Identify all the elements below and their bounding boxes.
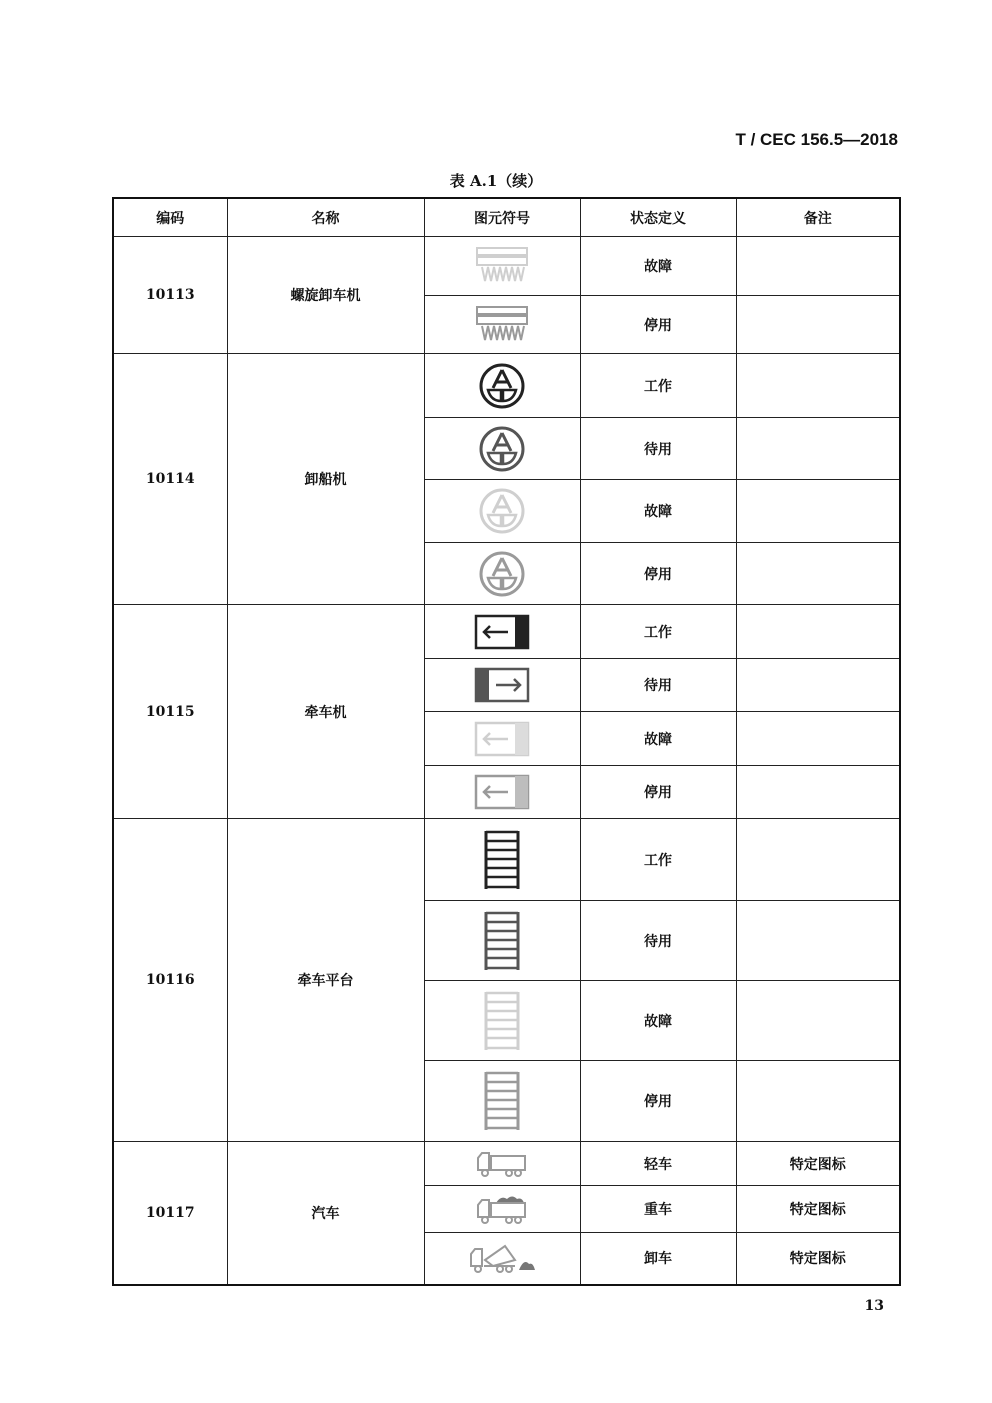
page-number: 13 xyxy=(864,1298,884,1314)
note-cell xyxy=(736,480,900,543)
symbol-cell xyxy=(424,418,580,480)
state-cell: 停用 xyxy=(580,543,736,605)
column-header-name: 名称 xyxy=(227,198,424,237)
car-puller-icon xyxy=(474,667,530,703)
symbol-cell xyxy=(424,1233,580,1285)
symbol-cell xyxy=(424,354,580,418)
column-header-note: 备注 xyxy=(736,198,900,237)
symbol-cell xyxy=(424,766,580,819)
table-caption: 表 A.1（续） xyxy=(449,172,543,190)
column-header-state: 状态定义 xyxy=(580,198,736,237)
name-cell: 牵车机 xyxy=(227,605,424,819)
name-cell: 螺旋卸车机 xyxy=(227,237,424,354)
table-header-row xyxy=(113,198,900,237)
symbol-cell xyxy=(424,605,580,659)
table-row xyxy=(113,819,900,901)
symbol-cell xyxy=(424,543,580,605)
ladder-platform-icon xyxy=(482,829,522,891)
state-cell: 工作 xyxy=(580,819,736,901)
note-cell xyxy=(736,981,900,1061)
name-cell: 汽车 xyxy=(227,1142,424,1285)
state-cell: 故障 xyxy=(580,712,736,766)
table-row xyxy=(113,237,900,296)
symbol-cell xyxy=(424,296,580,354)
symbol-cell xyxy=(424,712,580,766)
note-cell xyxy=(736,659,900,712)
symbol-cell xyxy=(424,237,580,296)
symbol-cell xyxy=(424,1142,580,1186)
state-cell: 停用 xyxy=(580,1061,736,1142)
column-header-symbol: 图元符号 xyxy=(424,198,580,237)
note-cell xyxy=(736,712,900,766)
state-cell: 故障 xyxy=(580,237,736,296)
name-cell: 牵车平台 xyxy=(227,819,424,1142)
symbol-cell xyxy=(424,659,580,712)
state-cell: 故障 xyxy=(580,981,736,1061)
document-code: T / CEC 156.5—2018 xyxy=(735,130,898,149)
note-cell xyxy=(736,296,900,354)
note-cell: 特定图标 xyxy=(736,1233,900,1285)
code-cell: 10115 xyxy=(113,605,227,819)
symbol-cell xyxy=(424,1186,580,1233)
code-cell: 10113 xyxy=(113,237,227,354)
truck-dump-icon xyxy=(467,1242,537,1274)
column-header-code: 编码 xyxy=(113,198,227,237)
note-cell xyxy=(736,819,900,901)
ladder-platform-icon xyxy=(482,910,522,972)
truck-light-icon xyxy=(474,1150,530,1178)
ship-unloader-icon xyxy=(477,361,527,411)
note-cell xyxy=(736,1061,900,1142)
state-cell: 工作 xyxy=(580,354,736,418)
state-cell: 轻车 xyxy=(580,1142,736,1186)
car-puller-icon xyxy=(474,721,530,757)
screw-unloader-icon xyxy=(474,304,530,346)
note-cell xyxy=(736,237,900,296)
truck-heavy-icon xyxy=(474,1193,530,1225)
note-cell xyxy=(736,418,900,480)
state-cell: 卸车 xyxy=(580,1233,736,1285)
table-row xyxy=(113,605,900,659)
note-cell xyxy=(736,605,900,659)
note-cell xyxy=(736,901,900,981)
ship-unloader-icon xyxy=(477,486,527,536)
state-cell: 故障 xyxy=(580,480,736,543)
ship-unloader-icon xyxy=(477,424,527,474)
state-cell: 待用 xyxy=(580,659,736,712)
state-cell: 停用 xyxy=(580,296,736,354)
note-cell xyxy=(736,354,900,418)
symbol-cell xyxy=(424,981,580,1061)
symbol-cell xyxy=(424,1061,580,1142)
note-cell xyxy=(736,543,900,605)
table-row xyxy=(113,1142,900,1186)
screw-unloader-icon xyxy=(474,245,530,287)
code-cell: 10117 xyxy=(113,1142,227,1285)
ladder-platform-icon xyxy=(482,1070,522,1132)
state-cell: 待用 xyxy=(580,901,736,981)
car-puller-icon xyxy=(474,614,530,650)
car-puller-icon xyxy=(474,774,530,810)
code-cell: 10114 xyxy=(113,354,227,605)
ship-unloader-icon xyxy=(477,549,527,599)
symbol-cell xyxy=(424,901,580,981)
note-cell: 特定图标 xyxy=(736,1186,900,1233)
symbol-cell xyxy=(424,480,580,543)
note-cell: 特定图标 xyxy=(736,1142,900,1186)
state-cell: 待用 xyxy=(580,418,736,480)
code-cell: 10116 xyxy=(113,819,227,1142)
ladder-platform-icon xyxy=(482,990,522,1052)
name-cell: 卸船机 xyxy=(227,354,424,605)
state-cell: 工作 xyxy=(580,605,736,659)
note-cell xyxy=(736,766,900,819)
symbol-cell xyxy=(424,819,580,901)
symbol-table xyxy=(112,197,901,1286)
state-cell: 重车 xyxy=(580,1186,736,1233)
state-cell: 停用 xyxy=(580,766,736,819)
table-row xyxy=(113,354,900,418)
